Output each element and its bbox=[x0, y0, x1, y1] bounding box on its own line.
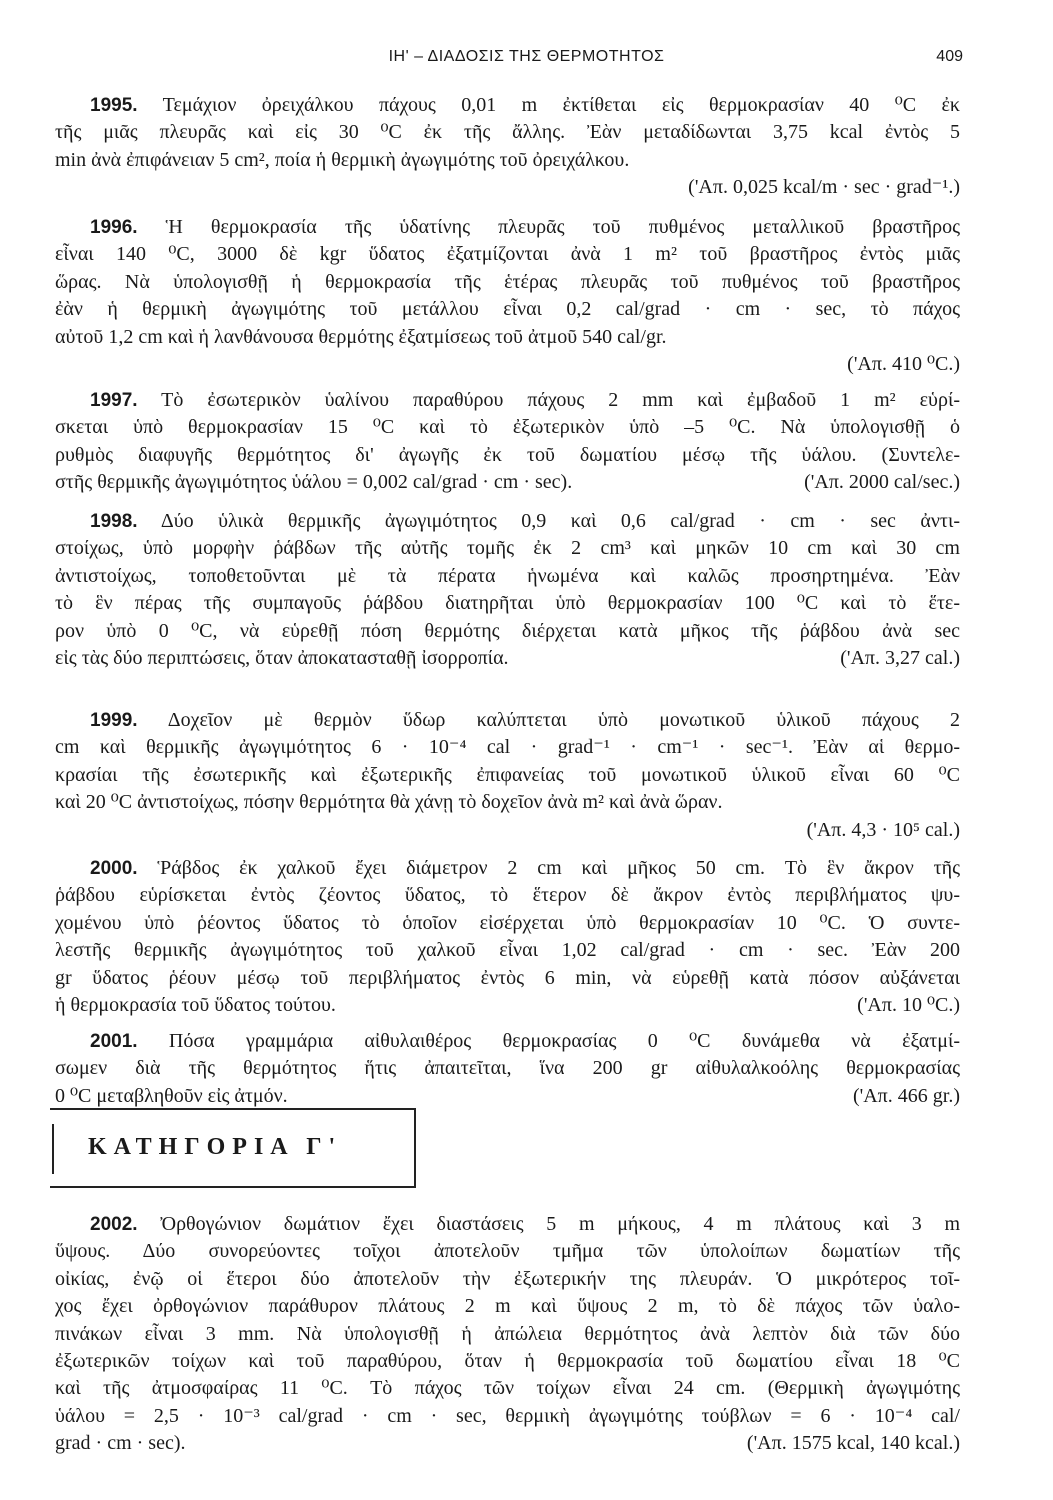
line-content bbox=[55, 884, 960, 906]
answer: ('Απ. 10 ⁰C.) bbox=[857, 993, 960, 1016]
problem-line bbox=[55, 469, 960, 496]
problem-number: 1998. bbox=[90, 511, 138, 532]
problem-text: ἀντιστοίχως, τοποθετοῦνται μὲ τὰ πέρατα ἡνωμένα καὶ καλῶς προσηρτημένα. Ἐὰν bbox=[55, 564, 960, 587]
problem-line bbox=[55, 937, 960, 964]
line-content bbox=[55, 939, 960, 961]
problem-line bbox=[55, 1403, 960, 1430]
answer: ('Απ. 410 ⁰C.) bbox=[847, 352, 960, 375]
problem-line bbox=[55, 214, 960, 241]
answer: ('Απ. 0,025 kcal/m · sec · grad⁻¹.) bbox=[688, 176, 960, 199]
problem-line bbox=[55, 1083, 960, 1110]
line-content bbox=[55, 1323, 960, 1345]
problem-text: Ἡ θερμοκρασία τῆς ὑδατίνης πλευρᾶς τοῦ πυθμένος μεταλλικοῦ βραστῆρος bbox=[165, 216, 961, 238]
problem-text: ἐξωτερικῶν τοίχων καὶ τοῦ παραθύρου, ὅταν ἡ θερμοκρασία τοῦ δωματίου εἶναι 18 ⁰C bbox=[55, 1349, 960, 1372]
answer: ('Απ. 466 gr.) bbox=[852, 1084, 960, 1107]
line-content bbox=[90, 94, 960, 116]
problem-text: στοίχως, ὑπὸ μορφὴν ῥάβδων τῆς αὐτῆς τομῆς ἐκ 2 cm³ καὶ μηκῶν 10 cm καὶ 30 cm bbox=[55, 537, 960, 560]
answer: ('Απ. 4,3 · 10⁵ cal.) bbox=[806, 818, 960, 841]
problem-line bbox=[55, 1211, 960, 1238]
problem-line bbox=[55, 1375, 960, 1402]
problem-number: 2000. bbox=[90, 858, 138, 879]
line-content bbox=[55, 298, 960, 320]
line-content bbox=[55, 149, 629, 171]
problem-text: χομένου ὑπὸ ῥέοντος ὕδατος τὸ ὁποῖον εἰσέρχεται ὑπὸ θερμοκρασίαν 10 ⁰C. Ὁ συντε- bbox=[55, 911, 960, 934]
problem-text: gr ὕδατος ῥέουν μέσῳ τοῦ περιβλήματος ἐντὸς 6 min, νὰ εὑρεθῇ κατὰ πόσον αὐξάνεται bbox=[55, 966, 960, 989]
problem-text: Πόσα γραμμάρια αἰθυλαιθέρος θερμοκρασίας 0 ⁰C δυνάμεθα νὰ ἐξατμί- bbox=[168, 1030, 960, 1052]
problem-line bbox=[55, 590, 960, 617]
problem-text: Ῥάβδος ἐκ χαλκοῦ ἔχει διάμετρον 2 cm καὶ μῆκος 50 cm. Τὸ ἓν ἄκρον τῆς bbox=[157, 857, 960, 879]
problem-text: καὶ τῆς ἀτμοσφαίρας 11 ⁰C. Τὸ πάχος τῶν τοίχων εἶναι 24 cm. (Θερμικὴ ἀγωγιμότης bbox=[55, 1377, 960, 1400]
problem-2000 bbox=[55, 855, 960, 1019]
category-heading: ΚΑΤΗΓΟΡΙΑ Γ' bbox=[88, 1134, 343, 1160]
problem-line bbox=[55, 1266, 960, 1293]
problem-line bbox=[55, 296, 960, 323]
problem-line bbox=[55, 1238, 960, 1265]
problem-text: σκεται ὑπὸ θερμοκρασίαν 15 ⁰C καὶ τὸ ἐξωτερικὸν ὑπὸ –5 ⁰C. Νὰ ὑπολογισθῇ ὁ bbox=[55, 416, 960, 439]
problem-number: 1995. bbox=[90, 95, 138, 116]
problem-text: ρυθμὸς διαφυγῆς θερμότητος δι' ἀγωγῆς ἐκ τοῦ δωματίου μέσῳ τῆς ὑάλου. (Συντελε- bbox=[55, 443, 960, 466]
problem-line bbox=[55, 535, 960, 562]
problem-number: 1999. bbox=[90, 710, 138, 731]
problem-text: ὑάλου = 2,5 · 10⁻³ cal/grad · cm · sec, θερμικὴ ἀγωγιμότης τούβλων = 6 · 10⁻⁴ cal/ bbox=[55, 1404, 960, 1427]
problem-text: τὸ ἓν πέρας τῆς συμπαγοῦς ῥάβδου διατηρῆται ὑπὸ θερμοκρασίαν 100 ⁰C καὶ τὸ ἕτε- bbox=[55, 592, 960, 615]
problem-1995 bbox=[55, 92, 960, 202]
line-content bbox=[55, 1083, 288, 1110]
problem-text: ἐὰν ἡ θερμικὴ ἀγωγιμότης τοῦ μετάλλου εἶναι 0,2 cal/grad · cm · sec, τὸ πάχος bbox=[55, 298, 960, 321]
line-content bbox=[55, 992, 336, 1019]
line-content bbox=[55, 736, 960, 758]
problem-line bbox=[55, 414, 960, 441]
problem-number: 1997. bbox=[90, 390, 138, 411]
problem-2002 bbox=[55, 1211, 960, 1458]
line-content bbox=[55, 1057, 960, 1079]
line-content bbox=[55, 1350, 960, 1372]
problem-1996 bbox=[55, 214, 960, 378]
problem-text: Τεμάχιον ὀρειχάλκου πάχους 0,01 m ἐκτίθεται εἰς θερμοκρασίαν 40 ⁰C ἐκ bbox=[162, 94, 961, 116]
line-content bbox=[55, 1295, 960, 1317]
line-content bbox=[55, 1405, 960, 1427]
answer: ('Απ. 3,27 cal.) bbox=[840, 646, 960, 669]
line-content bbox=[55, 764, 960, 786]
line-content bbox=[90, 857, 960, 879]
problem-line bbox=[55, 1321, 960, 1348]
line-content bbox=[55, 1377, 960, 1399]
line-content bbox=[55, 791, 722, 813]
problem-line bbox=[55, 119, 960, 146]
line-content bbox=[55, 912, 960, 934]
problem-text: τῆς μιᾶς πλευρᾶς καὶ εἰς 30 ⁰C ἐκ τῆς ἄλλης. Ἐὰν μεταδίδωνται 3,75 kcal ἐντὸς 5 bbox=[55, 121, 960, 144]
line-content bbox=[55, 271, 960, 293]
line-content bbox=[55, 967, 960, 989]
line-content bbox=[55, 537, 960, 559]
running-header bbox=[0, 44, 1053, 70]
problem-line bbox=[55, 645, 960, 672]
problem-text: 0 ⁰C μεταβληθοῦν εἰς ἀτμόν. bbox=[55, 1084, 288, 1107]
problem-text: ρον ὑπὸ 0 ⁰C, νὰ εὑρεθῇ πόση θερμότης διέρχεται κατὰ μῆκος τῆς ῥάβδου ἀνὰ sec bbox=[55, 619, 960, 642]
problem-text: οἰκίας, ἐνῷ οἱ ἕτεροι δύο ἀποτελοῦν τὴν ἐξωτερικήν της πλευράν. Ὁ μικρότερος τοῖ- bbox=[55, 1267, 960, 1290]
answer: ('Απ. 2000 cal/sec.) bbox=[804, 471, 960, 494]
problem-line bbox=[55, 1028, 960, 1055]
problem-line bbox=[55, 241, 960, 268]
problem-line bbox=[55, 992, 960, 1019]
problem-line bbox=[55, 442, 960, 469]
problem-line bbox=[55, 147, 960, 174]
problem-line bbox=[55, 1348, 960, 1375]
problem-text: ῥάβδου εὑρίσκεται ἐντὸς ζέοντος ὕδατος, τὸ ἕτερον δὲ ἄκρον ἐντὸς περιβλήματος ψυ- bbox=[55, 884, 960, 907]
problem-text: εἶναι 140 ⁰C, 3000 δὲ kgr ὕδατος ἐξατμίζονται ἀνὰ 1 m² τοῦ βραστῆρος ἐντὸς μιᾶς bbox=[55, 243, 960, 266]
problem-line bbox=[55, 92, 960, 119]
problem-text: ἡ θερμοκρασία τοῦ ὕδατος τούτου. bbox=[55, 993, 336, 1016]
problem-number: 1996. bbox=[90, 217, 138, 238]
line-content bbox=[90, 1213, 960, 1235]
category-box bbox=[50, 1108, 416, 1188]
line-content bbox=[55, 620, 960, 642]
problem-line bbox=[55, 324, 960, 351]
problem-1998 bbox=[55, 508, 960, 672]
line-content bbox=[55, 1240, 960, 1262]
problem-text: Ὀρθογώνιον δωμάτιον ἔχει διαστάσεις 5 m μήκους, 4 m πλάτους καὶ 3 m bbox=[160, 1213, 961, 1235]
problem-line bbox=[55, 1293, 960, 1320]
line-content bbox=[90, 510, 960, 532]
problem-text: cm καὶ θερμικῆς ἀγωγιμότητος 6 · 10⁻⁴ cal · grad⁻¹ · cm⁻¹ · sec⁻¹. Ἐὰν αἱ θερμο- bbox=[55, 736, 960, 759]
line-content bbox=[55, 1430, 186, 1457]
problem-line bbox=[55, 563, 960, 590]
problem-text: ὥρας. Νὰ ὑπολογισθῇ ἡ θερμοκρασία τῆς ἑτέρας πλευρᾶς τοῦ πυθμένος τοῦ βραστῆρος bbox=[55, 270, 960, 293]
line-content bbox=[55, 565, 960, 587]
problem-1999 bbox=[55, 707, 960, 844]
problem-text: grad · cm · sec). bbox=[55, 1432, 186, 1455]
problem-line bbox=[55, 269, 960, 296]
problem-text: αὐτοῦ 1,2 cm καὶ ἡ λανθάνουσα θερμότης ἐξατμίσεως τοῦ ἀτμοῦ 540 cal/gr. bbox=[55, 325, 667, 348]
problem-number: 2002. bbox=[90, 1214, 138, 1235]
problem-text: πινάκων εἶναι 3 mm. Νὰ ὑπολογισθῇ ἡ ἀπώλεια θερμότητος ἀνὰ λεπτὸν διὰ τῶν δύο bbox=[55, 1322, 960, 1345]
category-box-left-rule bbox=[52, 1124, 54, 1174]
line-content bbox=[90, 709, 960, 731]
line-content bbox=[90, 389, 960, 411]
answer: ('Απ. 1575 kcal, 140 kcal.) bbox=[746, 1432, 960, 1455]
line-content bbox=[55, 243, 960, 265]
chapter-title: ΙΗ' – ΔΙΑΔΟΣΙΣ ΤΗΣ ΘΕΡΜΟΤΗΤΟΣ bbox=[388, 48, 665, 65]
problem-line bbox=[55, 762, 960, 789]
problem-text: κρασίαι τῆς ἐσωτερικῆς καὶ ἐξωτερικῆς ἐπιφανείας τοῦ μονωτικοῦ ὑλικοῦ εἶναι 60 ⁰C bbox=[55, 763, 960, 786]
problem-text: στῆς θερμικῆς ἀγωγιμότητος ὑάλου = 0,002 cal/grad · cm · sec). bbox=[55, 471, 573, 494]
line-content bbox=[55, 645, 509, 672]
problem-text: εἰς τὰς δύο περιπτώσεις, ὅταν ἀποκατασταθῇ ἰσορροπία. bbox=[55, 646, 509, 669]
problem-line bbox=[55, 1055, 960, 1082]
line-content bbox=[55, 444, 960, 466]
line-content bbox=[55, 121, 960, 143]
problem-line bbox=[55, 618, 960, 645]
problem-line bbox=[55, 855, 960, 882]
problem-line bbox=[55, 910, 960, 937]
problem-line bbox=[55, 707, 960, 734]
problem-text: Δοχεῖον μὲ θερμὸν ὕδωρ καλύπτεται ὑπὸ μονωτικοῦ ὑλικοῦ πάχους 2 bbox=[167, 709, 960, 731]
line-content bbox=[90, 1030, 960, 1052]
problem-text: λεστῆς θερμικῆς ἀγωγιμότητος τοῦ χαλκοῦ εἶναι 1,02 cal/grad · cm · sec. Ἐὰν 200 bbox=[55, 939, 960, 962]
problem-text: ὕψους. Δύο συνορεύοντες τοῖχοι ἀποτελοῦν τμῆμα τῶν ὑπολοίπων δωματίων τῆς bbox=[55, 1240, 960, 1263]
line-content bbox=[90, 216, 960, 238]
page-number: 409 bbox=[936, 48, 963, 65]
problem-line bbox=[55, 789, 960, 816]
line-content bbox=[55, 592, 960, 614]
problem-2001 bbox=[55, 1028, 960, 1110]
problem-line bbox=[55, 1430, 960, 1457]
problem-line bbox=[55, 734, 960, 761]
problem-text: χος ἔχει ὀρθογώνιον παράθυρον πλάτους 2 m καὶ ὕψους 2 m, τὸ δὲ πάχος τῶν ὑαλο- bbox=[55, 1295, 960, 1318]
problem-line bbox=[55, 508, 960, 535]
problem-text: σωμεν διὰ τῆς θερμότητος ἥτις ἀπαιτεῖται, ἵνα 200 gr αἰθυλαλκοόλης θερμοκρασίας bbox=[55, 1057, 960, 1080]
problem-number: 2001. bbox=[90, 1031, 138, 1052]
problem-text: Τὸ ἐσωτερικὸν ὑαλίνου παραθύρου πάχους 2 mm καὶ ἐμβαδοῦ 1 m² εὑρί- bbox=[161, 389, 960, 411]
line-content bbox=[55, 469, 572, 496]
line-content bbox=[55, 326, 667, 348]
problem-1997 bbox=[55, 387, 960, 497]
line-content bbox=[55, 416, 960, 438]
problem-line bbox=[55, 965, 960, 992]
problem-text: καὶ 20 ⁰C ἀντιστοίχως, πόσην θερμότητα θὰ χάνῃ τὸ δοχεῖον ἀνὰ m² καὶ ἀνὰ ὥραν. bbox=[55, 791, 723, 814]
problem-text: min ἀνὰ ἐπιφάνειαν 5 cm², ποία ἡ θερμικὴ ἀγωγιμότης τοῦ ὀρειχάλκου. bbox=[55, 148, 630, 171]
line-content bbox=[55, 1268, 960, 1290]
problem-text: Δύο ὑλικὰ θερμικῆς ἀγωγιμότητος 0,9 καὶ 0,6 cal/grad · cm · sec ἀντι- bbox=[160, 510, 960, 532]
problem-line bbox=[55, 387, 960, 414]
problem-line bbox=[55, 882, 960, 909]
